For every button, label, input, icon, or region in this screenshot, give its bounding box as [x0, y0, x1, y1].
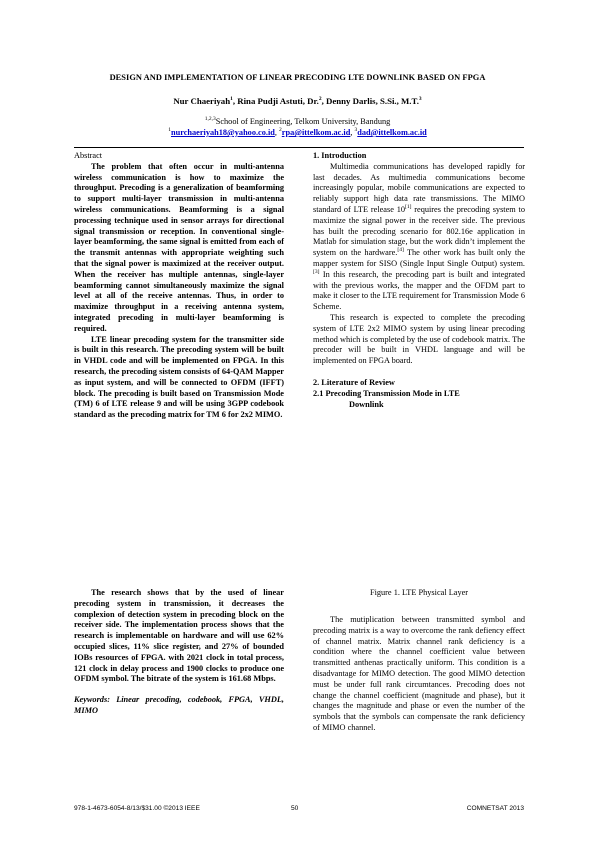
author-sup: 3 [418, 96, 422, 103]
figure-caption: Figure 1. LTE Physical Layer [369, 588, 469, 597]
citation: [4] [397, 247, 404, 254]
intro-paragraph [313, 162, 525, 313]
header-rule [74, 147, 524, 148]
footer-page-number: 50 [291, 805, 299, 812]
author-name: Nur Chaeriyah [173, 96, 231, 106]
email-sup: 1 [168, 127, 171, 134]
subsection-title-cont: Downlink [349, 399, 384, 409]
text-run: requires the precoding system to maximize the signal power in the receiver side. The previous has built the precoding scenario for 802.16e application in Matlab for simulation stage, but the work didn’t implement the system on the hardware. [313, 204, 525, 258]
paper-title: DESIGN AND IMPLEMENTATION OF LINEAR PRECODING LTE DOWNLINK BASED ON FPGA [109, 73, 486, 82]
subsection-title: 2.1 Precoding Transmission Mode in LTE [313, 388, 460, 398]
author-name: Rina Pudji Astuti, Dr. [237, 96, 319, 106]
affiliation-sup: 1,2,3 [204, 116, 216, 123]
abstract-heading: Abstract [74, 151, 103, 160]
email-sup: 2 [279, 127, 282, 134]
affiliation [0, 117, 595, 126]
author-name: Denny Darlis, S.Si., M.T. [325, 96, 419, 106]
keywords-text: Linear precoding, codebook, FPGA, VHDL, MIMO [74, 695, 284, 715]
author-sup: 2 [318, 96, 322, 103]
author-sup: 1 [230, 96, 233, 103]
email-link[interactable]: rpa@ittelkom.ac.id [281, 128, 351, 137]
abstract-paragraph: LTE linear precoding system for the transmitter side is built in this research. The precoding system will be built in VHDL code and will be implemented on FPGA. In this research, the precoding sistem consists of 64-QAM Mapper as input system, and will be connected to OFDM (IFFT) block. The precoding is built based on Transmission Mode (TM) 6 of LTE release 9 and will be using 3GPP codebook standard as the precoding matrix for TM 6 for 2x2 MIMO. [74, 334, 284, 420]
keywords [74, 695, 284, 717]
section-heading: 2. Literature of Review [313, 377, 395, 387]
email-sup: 3 [354, 127, 358, 134]
footer-conference: COMNETSAT 2013 [466, 805, 524, 812]
keywords-label: Keywords: [74, 695, 110, 705]
abstract-paragraph: The problem that often occur in multi-antenna wireless communication is how to maximize the throughput. Precoding is a generalization of beamforming to support multi-layer transmission in multi-antenna wireless communications. Beamforming is a signal processing technique used in sensor arrays for directional signal transmission or reception. In conventional single-layer beamforming, the same signal is emitted from each of the transmit antennas with appropriate weighting such that the signal power is maximized at the receiver output. When the receiver has multiple antennas, single-layer beamforming cannot simultaneously maximize the signal level at all of the receive antennas. Thus, in order to maximize throughput in a receiving antenna system, integrated precoding in multi-layer beamforming is required. [74, 161, 284, 333]
email-link[interactable]: dad@ittelkom.ac.id [357, 128, 427, 137]
intro-paragraph: This research is expected to complete the precoding system of LTE 2x2 MIMO system by using linear precoding method which is completed by the use of codebook matrix. The precoder will be built in VHDL language and will be implemented on FPGA board. [313, 312, 525, 366]
literature-paragraph: The mutiplication between transmitted symbol and precoding matrix is a way to overcome the rank defiency effect of channel matrix. Matrix channel rank deficiency is a condition where the channel coefficient value between transmitted anthenas practically uniform. This condition is a disadvantage for MIMO detection. The good MIMO detection must be under full rank circumtances. Precoding does not change the channel coefficient (magnitude and phase), but it changes the magnitude and phase or even the number of the symbols that the symbols can compensate the rank deficiency of MIMO channel. [313, 615, 525, 732]
email-list: $^1$nurchaeriyah18@yahoo.co.id, $^2$rpa@ittelkom.ac.id, $^3$dad@ittelkom.ac.id [168, 127, 427, 137]
text-run: Multimedia communications has developed rapidly for last decades. As multimedia communications become increasingly popular, mobile communications are expected to reliably support high data rate transmissions. The MIMO standard of LTE release 10 [313, 161, 525, 214]
email-link[interactable]: nurchaeriyah18@yahoo.co.id [170, 128, 275, 137]
abstract-paragraph: The research shows that by the used of linear precoding system in transmission, it decreases the complexion of detection system in precoding block on the receiver side. The implementation process shows that the research is implementable on hardware and will use 62% occupied slices, 11% slice register, and 27% of bounded IOBs resources of FPGA. with 2021 clock in total process, 121 clock in delay process and 1900 clocks to produce one OFDM symbol. The bitrate of the system is 161.68 Mbps. [74, 588, 284, 684]
author-list: Nur Chaeriyah$^1$, Rina Pudji Astuti, Dr.$^2$, Denny Darlis, S.Si., M.T.$^3$ [173, 96, 422, 106]
subsection-heading [313, 389, 525, 411]
text-run: In this research, the precoding part is built and integrated with the previous works, the mapper and the OFDM part to make it closer to the LTE requirement for Transmission Mode 6 Scheme. [313, 269, 525, 312]
text-run: The other work has built only the mapper system for SISO (Single Input Single Output) system. [313, 248, 526, 268]
citation: [3] [313, 269, 320, 275]
citation: [1] [405, 204, 412, 211]
affiliation-text: School of Engineering, Telkom University, Bandung [215, 117, 391, 126]
footer-copyright: 978-1-4673-6054-8/13/$31.00 ©2013 IEEE [74, 805, 200, 812]
abstract-section [74, 151, 284, 421]
section-heading: 1. Introduction [313, 151, 367, 160]
introduction-section [313, 151, 525, 410]
literature-body [313, 615, 525, 734]
abstract-continued [74, 588, 284, 717]
